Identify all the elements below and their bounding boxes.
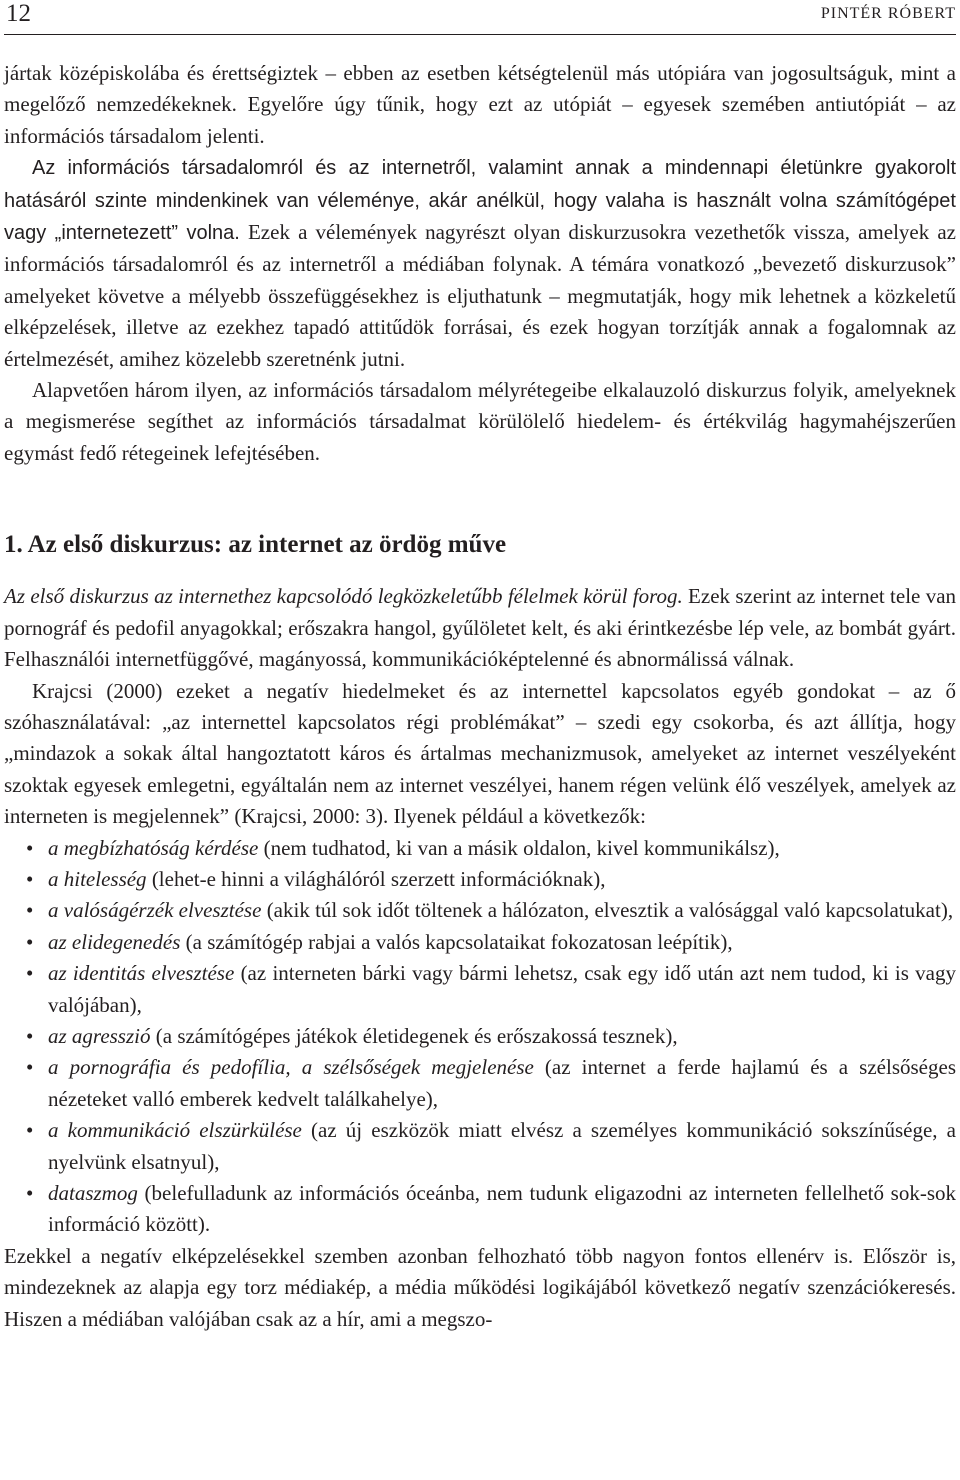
list-item-term: a valóságérzék elvesztése bbox=[48, 898, 262, 923]
list-item bbox=[4, 1052, 956, 1115]
bullet-icon: • bbox=[26, 866, 34, 891]
list-item-text: (nem tudhatod, ki van a másik oldalon, kivel kommunikálsz), bbox=[258, 835, 780, 860]
bullet-icon: • bbox=[26, 961, 34, 986]
list-item bbox=[4, 927, 956, 958]
paragraph-continued: jártak középiskolába és érettségiztek – ebben az esetben kétségtelenül más utópiára van jogosultságuk, mint a megelőző nemzedékeknek. Egyelőre úgy tűnik, hogy ezt az utópiát – egyesek szemében antiutópiát – az információs társadalom jelenti. bbox=[4, 61, 956, 148]
paragraph-first-discourse bbox=[4, 581, 956, 675]
list-item-text: (belefulladunk az információs óceánba, nem tudunk eligazodni az interneten fellelhető sok-sok információ között). bbox=[48, 1181, 956, 1237]
list-item bbox=[4, 1115, 956, 1178]
list-item-text: (akik túl sok időt töltenek a hálózaton, elvesztik a valósággal való kapcsolatukat), bbox=[261, 898, 954, 923]
list-item-term: az identitás elvesztése bbox=[48, 961, 235, 986]
bullet-icon: • bbox=[26, 835, 34, 860]
bullet-icon: • bbox=[26, 898, 34, 923]
sentence-introductory-discourses: A témára vonatkozó „bevezető diskurzusok” amelyeket követve a mélyebb összefüggésekhez is eljuthatunk – megmutatják, hogy mik lehetnek a közkeletű elképzelések, illetve az ezekhez tapadó attitűdök forrásai, és ezek hogyan torzítják annak a fogalomnak az értelmezését, amihez közelebb szeretnénk jutni. bbox=[4, 252, 956, 371]
list-item-term: dataszmog bbox=[48, 1181, 138, 1205]
list-item-term: a kommunikáció elszürkülése bbox=[48, 1118, 302, 1143]
list-item bbox=[4, 895, 956, 926]
paragraph-three-discourses: Alapvetően három ilyen, az információs társadalom mélyrétegeibe elkalauzoló diskurzus folyik, amelyeknek a megismerése segíthet az információs társadalmat körülölelő hiedelem- és értékvilág hagymahéjszerűen egymást fedő rétegeinek lefejtésében. bbox=[4, 378, 956, 465]
list-item-text: (az internet a ferde hajlamú és a szélsőséges nézeteket valló emberek kedvelt találkahelye), bbox=[48, 1055, 956, 1111]
page-body bbox=[4, 58, 956, 1335]
running-head-author: PINTÉR RÓBERT bbox=[820, 5, 956, 22]
list-item-text: (az interneten bárki vagy bármi lehetsz, csak egy idő után azt nem tudod, ki is vagy valójában), bbox=[48, 961, 956, 1017]
list-item-term: az agresszió bbox=[48, 1023, 151, 1048]
list-item bbox=[4, 1021, 956, 1052]
page-number: 12 bbox=[6, 0, 31, 27]
paragraph-counterarguments: Ezekkel a negatív elképzelésekkel szemben azonban felhozható több nagyon fontos ellenérv is. Először is, mindezeknek az alapja egy torz médiakép, a média működési logikájából következő negatív szenzációkeresés. Hiszen a médiában valójában csak az a hír, ami a megszo- bbox=[4, 1243, 956, 1331]
list-item-term: az elidegenedés bbox=[48, 929, 181, 954]
paragraph-krajcsi: Krajcsi (2000) ezeket a negatív hiedelmeket és az internettel kapcsolatos egyéb gondokat – az ő szóhasználatával: „az internettel kapcsolatos régi problémákat” – szedi egy csokorba, és azt állítja, hogy „mindazok a sokak által hangoztatott káros és ártalmas mechanizmusok, amelyeket az internet veszélyeként szoktak egyesek emlegetni, egyáltalán nem az internet veszélyei, hanem régen velünk élő veszélyek, amelyek az interneten is megjelennek” (Krajcsi, 2000: 3). Ilyenek például a következők: bbox=[4, 678, 956, 829]
bullet-icon: • bbox=[26, 929, 34, 954]
dangers-list bbox=[4, 833, 956, 1241]
list-item bbox=[4, 1178, 956, 1241]
list-item bbox=[4, 833, 956, 864]
bullet-icon: • bbox=[26, 1055, 34, 1080]
bullet-icon: • bbox=[26, 1118, 34, 1143]
sentence-information-society: Az információs társadalomról és az internetről, valamint annak a mindennapi életünkre gyakorolt hatásáról szinte mindenkinek van véleménye, akár anélkül, hogy valaha is használt volna számítógépet vagy „internetezett” volna. bbox=[4, 157, 956, 245]
paragraph-opinions bbox=[4, 152, 956, 375]
bullet-icon: • bbox=[26, 1023, 34, 1048]
list-item-text: (lehet-e hinni a világhálóról szerzett információknak), bbox=[146, 866, 606, 891]
section-heading: 1. Az első diskurzus: az internet az ördög műve bbox=[4, 531, 507, 559]
page-header bbox=[4, 0, 956, 35]
list-item-term: a megbízhatóság kérdése bbox=[48, 835, 259, 860]
list-item bbox=[4, 958, 956, 1021]
list-item bbox=[4, 864, 956, 895]
list-item-text: (az új eszközök miatt elvész a személyes kommunikáció sokszínűsége, a nyelvünk elsatnyul), bbox=[48, 1118, 956, 1174]
sentence-discourses: Ezek a vélemények nagyrészt olyan diskurzusokra vezethetők vissza, amelyek az információs társadalomról és az internetről a médiában folynak. bbox=[4, 220, 957, 277]
list-item-text: (a számítógép rabjai a valós kapcsolataikat fokozatosan leépítik), bbox=[180, 929, 733, 954]
lead-italic: Az első diskurzus az internethez kapcsolódó legközkeletűbb félelmek körül forog. bbox=[4, 584, 683, 609]
bullet-icon: • bbox=[26, 1181, 34, 1205]
lead-rest: Ezek szerint az internet tele van pornográf és pedofil anyagokkal; erőszakra hangol, gyűlöletet kelt, és aki érintkezésbe lép vele, az bombát gyárt. Felhasználói internetfüggővé, magányossá, kommunikációképtelenné és abnormálissá válnak. bbox=[4, 584, 957, 672]
list-item-term: a hitelesség bbox=[48, 866, 147, 891]
book-page bbox=[4, 0, 957, 1331]
list-item-text: (a számítógépes játékok életidegenek és erőszakossá tesznek), bbox=[150, 1023, 678, 1048]
list-item-term: a pornográfia és pedofília, a szélsőségek megjelenése bbox=[48, 1055, 534, 1080]
